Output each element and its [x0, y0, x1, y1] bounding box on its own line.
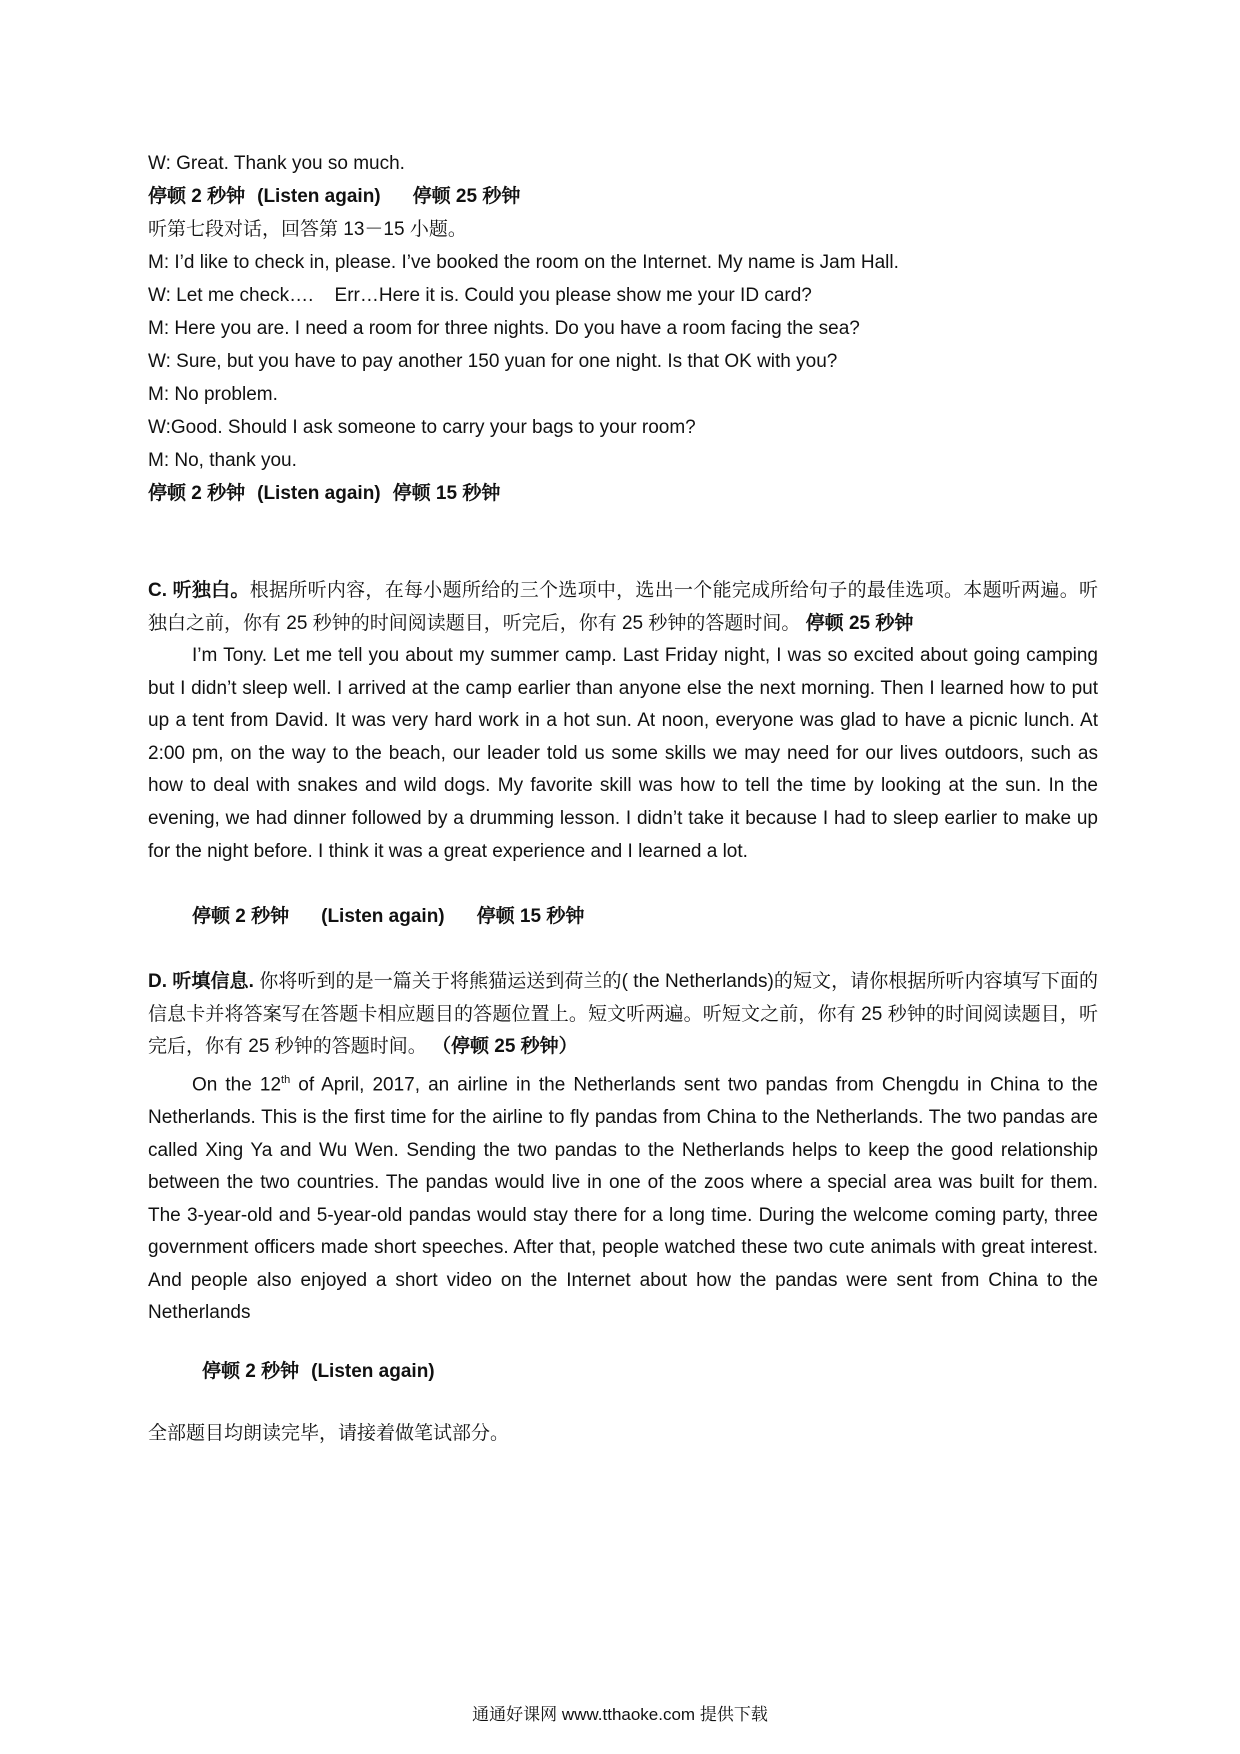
section-c-instruction — [148, 575, 1098, 640]
dialog-line: M: I’d like to check in, please. I’ve booked the room on the Internet. My name is Jam Hall. — [148, 252, 899, 273]
listen-again-label: (Listen again) — [257, 483, 381, 504]
dialog-line: M: No problem. — [148, 384, 278, 405]
pause-label: 停顿 15 秒钟 — [392, 483, 501, 504]
dialog-line: W: Let me check…. Err…Here it is. Could you please show me your ID card? — [148, 285, 812, 306]
dialog-line: M: Here you are. I need a room for three nights. Do you have a room facing the sea? — [148, 318, 860, 339]
footer-text: 通通好课网 www.tthaoke.com 提供下载 — [472, 1705, 768, 1724]
passage-start: On the 12 — [192, 1074, 282, 1096]
closing-text: 全部题目均朗读完毕，请接着做笔试部分。 — [148, 1423, 510, 1444]
pause-instruction — [202, 1360, 435, 1384]
section-c-label: C. 听独白。 — [148, 580, 250, 601]
dialog-line: M: No, thank you. — [148, 450, 297, 471]
pause-label: 停顿 2 秒钟 — [192, 906, 290, 927]
dialog-line: W: Great. Thank you so much. — [148, 153, 405, 174]
listen-again-label: (Listen again) — [311, 1361, 435, 1382]
section-d-label: D. 听填信息. — [148, 971, 254, 992]
pause-label: 停顿 2 秒钟 — [202, 1361, 300, 1382]
passage-rest: of April, 2017, an airline in the Netherlands sent two pandas from Chengdu in China to the Netherlands. This is the first time for the airline to fly pandas from China to the Netherlands. The two pandas are called Xing Ya and Wu Wen. Sending the two pandas to the Netherlands helps to keep the good relationship between the two countries. The pandas would live in one of the zoos where a special area was built for them. The 3-year-old and 5-year-old pandas would stay there for a long time. During the welcome coming party, three government officers made short speeches. After that, people watched these two cute animals with great interest. And people also enjoyed a short video on the Internet about how the pandas were sent from China to the Netherlands — [148, 1074, 1098, 1324]
section-c-passage: I’m Tony. Let me tell you about my summer camp. Last Friday night, I was so excited about going camping but I didn’t sleep well. I arrived at the camp earlier than anyone else the next morning. Then I learned how to put up a tent from David. It was very hard work in a hot sun. At noon, everyone was glad to have a picnic lunch. At 2:00 pm, on the way to the beach, our leader told us some skills we may need for our lives outdoors, such as how to deal with snakes and wild dogs. My favorite skill was how to tell the time by looking at the sun. In the evening, we had dinner followed by a drumming lesson. I didn’t take it because I had to sleep earlier to make up for the night before. I think it was a great experience and I learned a lot. — [148, 645, 1098, 862]
ordinal-suffix: th — [281, 1074, 291, 1086]
pause-instruction — [148, 185, 520, 209]
pause-label: 停顿 2 秒钟 — [148, 483, 246, 504]
pause-label: 停顿 25 秒钟 — [805, 612, 914, 634]
dialog-line: W:Good. Should I ask someone to carry your bags to your room? — [148, 417, 696, 438]
listen-again-label: (Listen again) — [321, 906, 445, 927]
pause-label: 停顿 25 秒钟 — [412, 186, 521, 207]
listen-again-label: (Listen again) — [257, 186, 381, 207]
section-d-instruction — [148, 966, 1098, 1064]
section-c-text: 根据所听内容，在每小题所给的三个选项中，选出一个能完成所给句子的最佳选项。本题听两遍。听独白之前，你有 25 秒钟的时间阅读题目，听完后，你有 25 秒钟的答题时间。 — [148, 580, 1098, 634]
pause-instruction — [148, 482, 500, 506]
section-d-text: 你将听到的是一篇关于将熊猫运送到荷兰的( the Netherlands)的短文，请你根据所听内容填写下面的信息卡并将答案写在答题卡相应题目的答题位置上。短文听两遍。听短文之前，你有 25 秒钟的时间阅读题目，听完后，你有 25 秒钟的答题时间。 — [148, 971, 1099, 1058]
dialog-instruction: 听第七段对话，回答第 13－15 小题。 — [148, 219, 467, 240]
section-d-passage — [148, 1064, 1098, 1330]
pause-label: 停顿 15 秒钟 — [476, 906, 585, 927]
pause-label: 停顿 2 秒钟 — [148, 186, 246, 207]
pause-instruction — [192, 905, 584, 929]
dialog-line: W: Sure, but you have to pay another 150 yuan for one night. Is that OK with you? — [148, 351, 838, 372]
pause-label: （停顿 25 秒钟） — [431, 1036, 578, 1058]
